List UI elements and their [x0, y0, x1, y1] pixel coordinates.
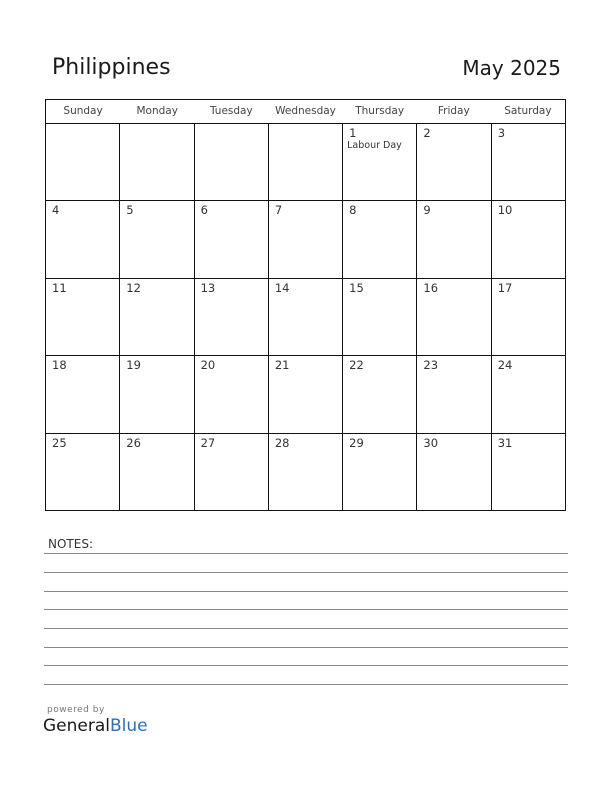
day-number: 12 [126, 280, 141, 295]
brand-logo [43, 716, 148, 736]
day-number: 7 [274, 203, 283, 218]
day-number: 15 [349, 280, 364, 295]
day-number: 20 [200, 358, 216, 373]
day-number: 31 [497, 435, 513, 450]
day-cell [343, 124, 417, 200]
day-cell [492, 434, 565, 511]
day-cell [417, 279, 491, 355]
day-number: 8 [349, 203, 357, 218]
day-number: 5 [126, 203, 134, 218]
day-cell [120, 434, 194, 511]
brand-blue: Blue [110, 716, 148, 736]
day-cell [195, 201, 269, 277]
powered-by-text: powered by [47, 705, 105, 715]
holiday-label: Labour Day [347, 140, 402, 151]
month-year-title: May 2025 [462, 56, 561, 80]
day-cell [417, 356, 491, 432]
weekday-saturday: Saturday [504, 105, 552, 117]
day-cell [343, 279, 417, 355]
day-number: 9 [423, 203, 431, 218]
day-number: 22 [349, 358, 364, 373]
day-cell [343, 201, 417, 277]
day-number: 2 [423, 126, 431, 140]
day-cell [120, 279, 194, 355]
day-cell [417, 124, 491, 200]
day-number: 19 [126, 358, 141, 373]
notes-label: NOTES: [48, 537, 93, 551]
day-number: 17 [497, 280, 513, 295]
day-number: 16 [423, 280, 439, 295]
day-cell [492, 124, 565, 200]
day-cell [269, 356, 343, 432]
day-number: 18 [52, 358, 67, 373]
notes-line [44, 665, 568, 666]
day-cell [343, 356, 417, 432]
day-cell [269, 124, 343, 200]
brand-general: General [43, 716, 110, 736]
day-number: 6 [200, 203, 208, 218]
day-number: 10 [497, 203, 513, 218]
day-number: 21 [274, 358, 290, 373]
day-number: 25 [52, 435, 67, 450]
day-number: 14 [274, 280, 290, 295]
day-cell [269, 434, 343, 511]
day-cell [492, 201, 565, 277]
country-title: Philippines [52, 55, 171, 80]
week-row [46, 279, 565, 356]
day-cell [46, 356, 120, 432]
day-number: 30 [423, 435, 439, 450]
week-row [46, 434, 565, 511]
weekday-header [46, 100, 565, 124]
notes-line [44, 553, 568, 554]
weekday-thursday: Thursday [355, 105, 405, 117]
day-cell [417, 434, 491, 511]
day-number: 26 [126, 435, 141, 450]
day-cell [195, 434, 269, 511]
day-number: 13 [200, 280, 216, 295]
day-cell [417, 201, 491, 277]
day-cell [195, 279, 269, 355]
day-cell [46, 434, 120, 511]
notes-line [44, 609, 568, 610]
day-number: 11 [52, 280, 67, 295]
week-row [46, 356, 565, 433]
day-number: 3 [497, 126, 506, 140]
day-number: 28 [274, 435, 290, 450]
notes-line [44, 647, 568, 648]
day-number: 23 [423, 358, 439, 373]
calendar-grid [45, 99, 566, 511]
notes-line [44, 591, 568, 592]
day-cell [46, 124, 120, 200]
day-cell [195, 124, 269, 200]
weekday-tuesday: Tuesday [209, 105, 253, 117]
day-number: 24 [497, 358, 513, 373]
day-number: 1 [349, 126, 357, 140]
week-row [46, 124, 565, 201]
week-row [46, 201, 565, 278]
day-cell [120, 201, 194, 277]
notes-line [44, 572, 568, 573]
day-cell [269, 201, 343, 277]
calendar-weeks [46, 124, 565, 511]
day-cell [195, 356, 269, 432]
day-cell [343, 434, 417, 511]
day-cell [120, 356, 194, 432]
weekday-monday: Monday [136, 105, 178, 117]
notes-line [44, 684, 568, 685]
day-cell [46, 201, 120, 277]
day-cell [269, 279, 343, 355]
weekday-sunday: Sunday [63, 105, 103, 117]
day-number: 4 [52, 203, 60, 218]
day-cell [46, 279, 120, 355]
day-cell [492, 279, 565, 355]
weekday-friday: Friday [437, 105, 470, 117]
day-cell [492, 356, 565, 432]
day-number: 27 [200, 435, 216, 450]
notes-line [44, 628, 568, 629]
day-number: 29 [349, 435, 364, 450]
day-cell [120, 124, 194, 200]
weekday-wednesday: Wednesday [275, 105, 336, 117]
